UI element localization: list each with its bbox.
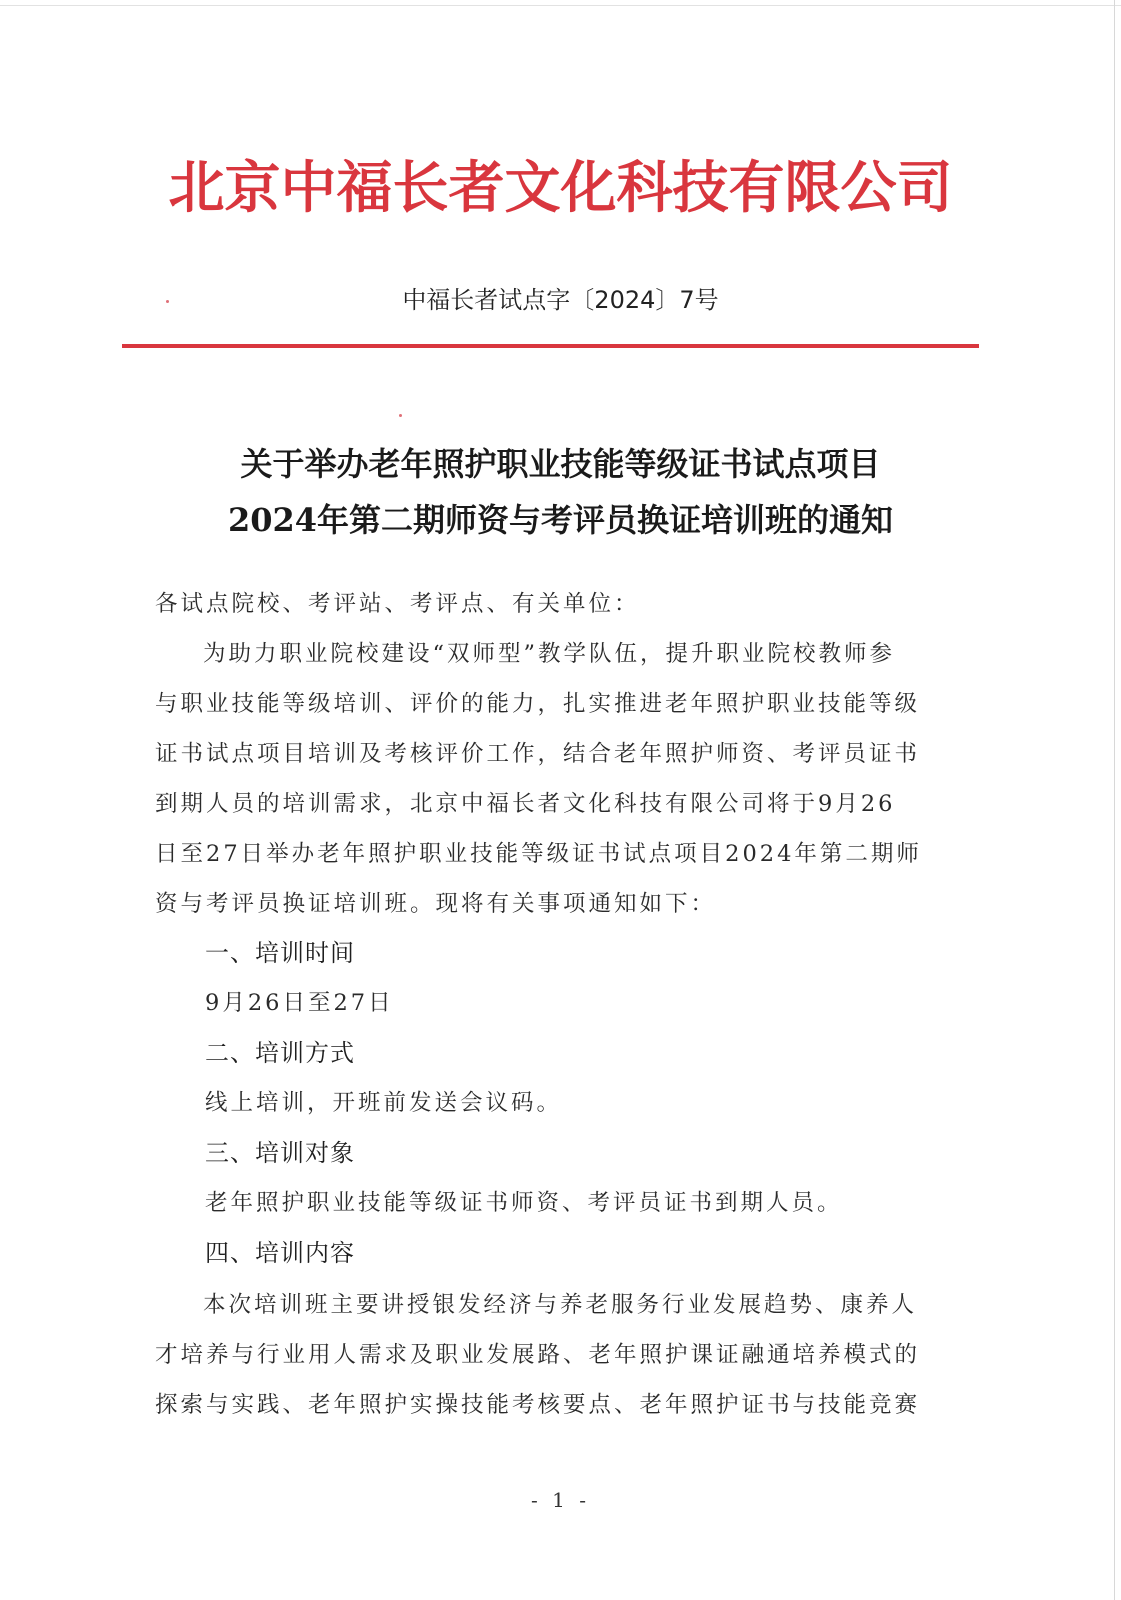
section-heading-training-content: 四、培训内容 [205, 1239, 355, 1267]
section-heading-training-time: 一、培训时间 [205, 939, 355, 967]
content-line: 本次培训班主要讲授银发经济与养老服务行业发展趋势、康养人 [203, 1292, 918, 1318]
title-line-1: 关于举办老年照护职业技能等级证书试点项目 [240, 445, 881, 483]
scan-speck [166, 300, 169, 303]
letterhead-divider [122, 344, 979, 348]
page-number: - 1 - [531, 1488, 590, 1512]
section-heading-training-method: 二、培训方式 [205, 1039, 355, 1067]
scan-speck [399, 414, 402, 417]
section-heading-training-audience: 三、培训对象 [205, 1139, 355, 1167]
document-title [0, 436, 1121, 548]
intro-line: 日至27日举办老年照护职业技能等级证书试点项目2024年第二期师 [155, 841, 922, 867]
intro-line: 与职业技能等级培训、评价的能力，扎实推进老年照护职业技能等级 [155, 691, 921, 717]
intro-line: 证书试点项目培训及考核评价工作，结合老年照护师资、考评员证书 [155, 741, 921, 767]
content-line: 才培养与行业用人需求及职业发展路、老年照护课证融通培养模式的 [155, 1342, 921, 1368]
title-line-2: 2024年第二期师资与考评员换证培训班的通知 [227, 501, 894, 539]
section-content-training-time: 9月26日至27日 [205, 990, 394, 1016]
intro-line: 为助力职业院校建设“双师型”教学队伍，提升职业院校教师参 [203, 641, 896, 667]
letterhead-company-name: 北京中福长者文化科技有限公司 [168, 156, 953, 221]
section-content-training-audience: 老年照护职业技能等级证书师资、考评员证书到期人员。 [205, 1190, 843, 1216]
content-line: 探索与实践、老年照护实操技能考核要点、老年照护证书与技能竞赛 [155, 1392, 921, 1418]
intro-line: 到期人员的培训需求，北京中福长者文化科技有限公司将于9月26 [155, 791, 896, 817]
page-edge-top [0, 5, 1121, 6]
document-number: 中福长者试点字〔2024〕7号 [402, 286, 719, 314]
page-edge-right [1114, 0, 1115, 1600]
salutation: 各试点院校、考评站、考评点、有关单位： [155, 591, 640, 617]
section-content-training-method: 线上培训，开班前发送会议码。 [205, 1090, 563, 1116]
intro-line: 资与考评员换证培训班。现将有关事项通知如下： [155, 891, 717, 917]
